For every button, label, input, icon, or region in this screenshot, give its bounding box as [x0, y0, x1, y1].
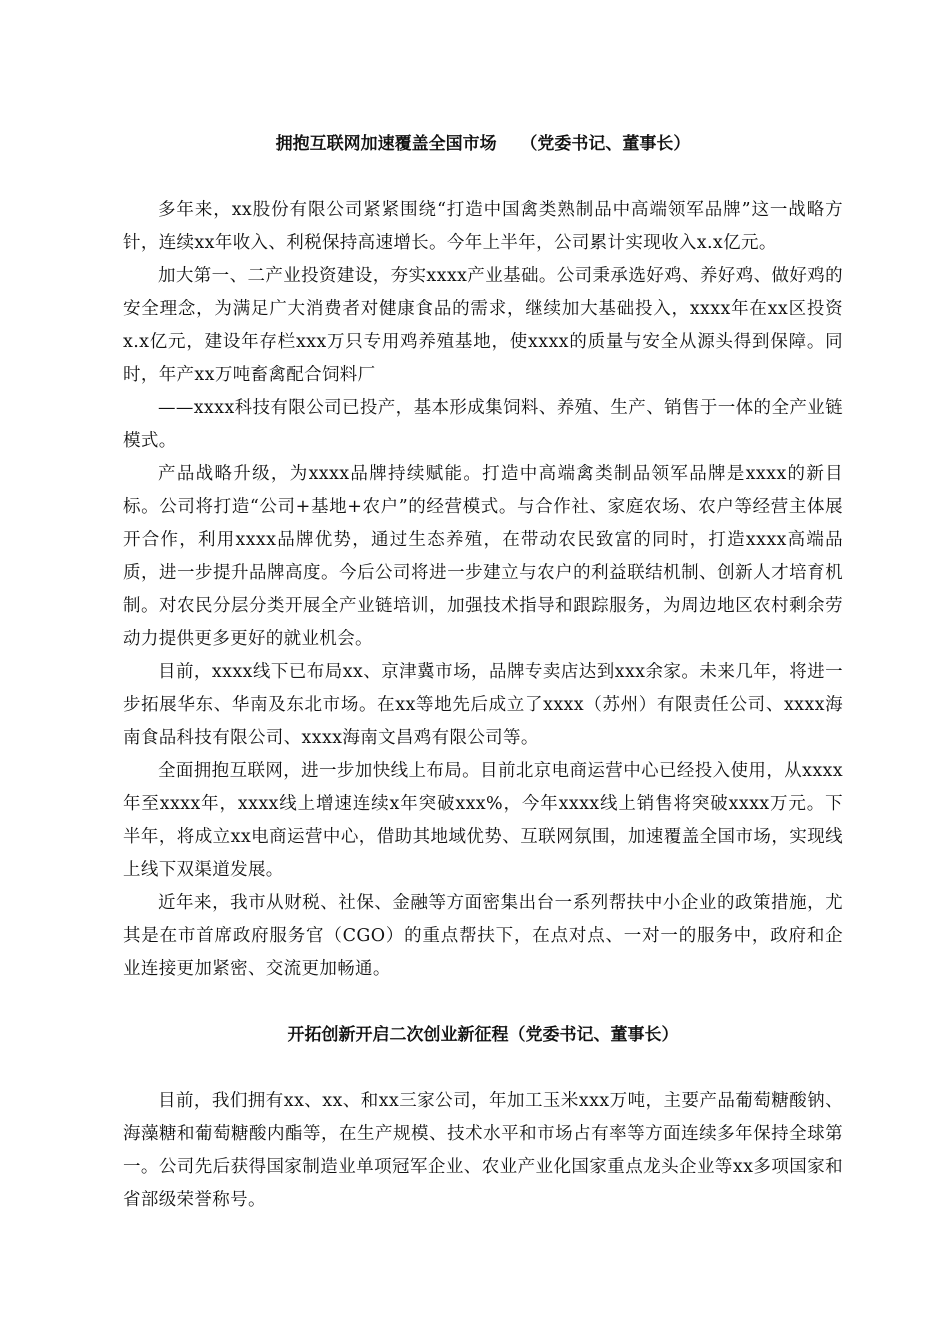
- section-1-paragraph: 目前，xxxx线下已布局xx、京津冀市场，品牌专卖店达到xxx余家。未来几年，将进一步拓展华东、华南及东北市场。在xx等地先后成立了xxxx（苏州）有限责任公司、xxxx海南食品科技有限公司、xxxx海南文昌鸡有限公司等。: [123, 662, 843, 748]
- section-2-title: 开拓创新开启二次创业新征程（党委书记、董事长）: [287, 1025, 679, 1045]
- section-1-paragraph: 全面拥抱互联网，进一步加快线上布局。目前北京电商运营中心已经投入使用，从xxxx年至xxxx年，xxxx线上增速连续x年突破xxx%，今年xxxx线上销售将突破xxxx万元。下半年，将成立xx电商运营中心，借助其地域优势、互联网氛围，加速覆盖全国市场，实现线上线下双渠道发展。: [123, 761, 843, 880]
- document-body: [123, 128, 843, 1217]
- section-1-paragraph: 产品战略升级，为xxxx品牌持续赋能。打造中高端禽类制品领军品牌是xxxx的新目标。公司将打造“公司+基地+农户”的经营模式。与合作社、家庭农场、农户等经营主体展开合作，利用xxxx品牌优势，通过生态养殖，在带动农民致富的同时，打造xxxx高端品质，进一步提升品牌高度。今后公司将进一步建立与农户的利益联结机制、创新人才培育机制。对农民分层分类开展全产业链培训，加强技术指导和跟踪服务，为周边地区农村剩余劳动力提供更多更好的就业机会。: [123, 464, 843, 649]
- section-1-paragraph: 多年来，xx股份有限公司紧紧围绕“打造中国禽类熟制品中高端领军品牌”这一战略方针，连续xx年收入、利税保持高速增长。今年上半年，公司累计实现收入x.x亿元。: [123, 200, 843, 253]
- section-1-paragraph: 加大第一、二产业投资建设，夯实xxxx产业基础。公司秉承选好鸡、养好鸡、做好鸡的安全理念，为满足广大消费者对健康食品的需求，继续加大基础投入，xxxx年在xx区投资x.x亿元，建设年存栏xxx万只专用鸡养殖基地，使xxxx的质量与安全从源头得到保障。同时，年产xx万吨畜禽配合饲料厂: [123, 266, 843, 385]
- section-1-paragraph: 近年来，我市从财税、社保、金融等方面密集出台一系列帮扶中小企业的政策措施，尤其是在市首席政府服务官（CGO）的重点帮扶下，在点对点、一对一的服务中，政府和企业连接更加紧密、交流更加畅通。: [123, 893, 843, 979]
- section-1-title: 拥抱互联网加速覆盖全国市场 （党委书记、董事长）: [275, 134, 691, 154]
- section-2-paragraph: 目前，我们拥有xx、xx、和xx三家公司，年加工玉米xxx万吨，主要产品葡萄糖酸钠、海藻糖和葡萄糖酸内酯等，在生产规模、技术水平和市场占有率等方面连续多年保持全球第一。公司先后获得国家制造业单项冠军企业、农业产业化国家重点龙头企业等xx多项国家和省部级荣誉称号。: [123, 1091, 843, 1210]
- section-1-paragraph: ——xxxx科技有限公司已投产，基本形成集饲料、养殖、生产、销售于一体的全产业链模式。: [123, 398, 843, 451]
